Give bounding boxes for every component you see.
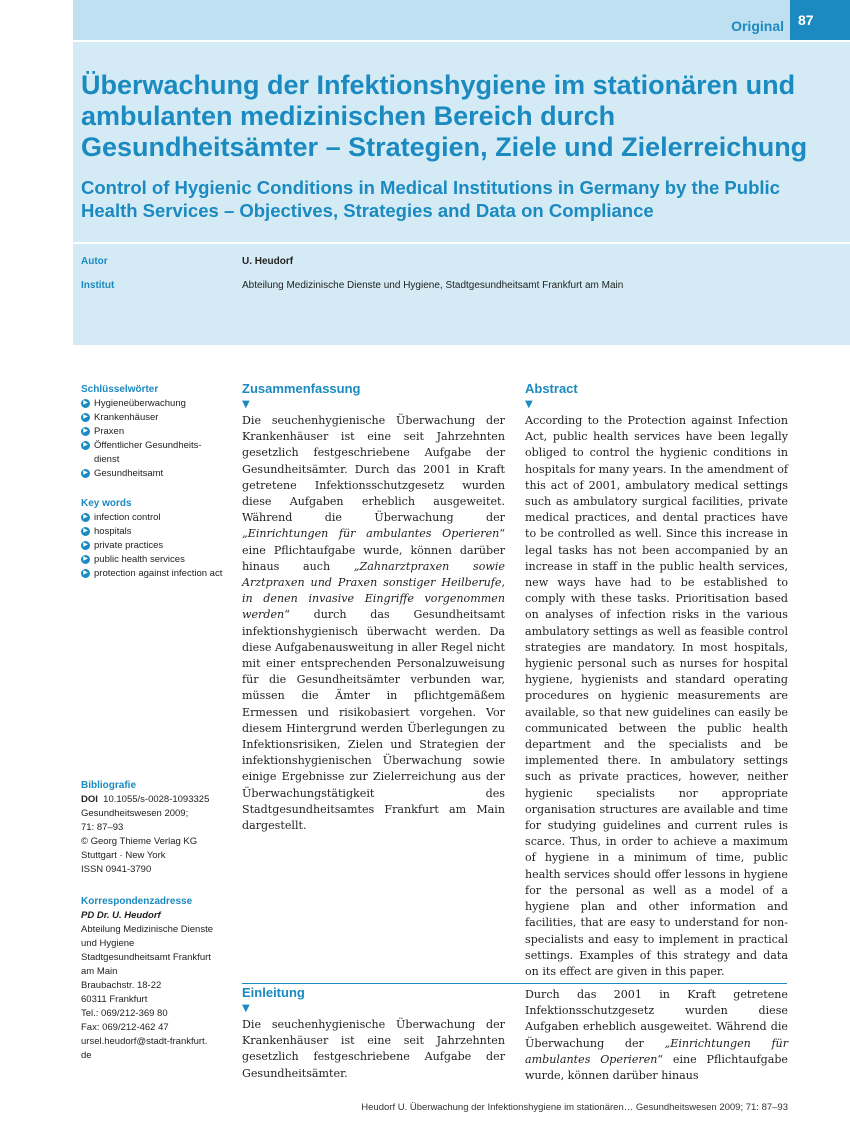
- contact-line: am Main: [81, 966, 118, 977]
- top-divider: [73, 40, 850, 42]
- bullet-arrow-icon: ▶: [81, 399, 90, 408]
- contact-line: Tel.: 069/212-369 80: [81, 1008, 168, 1019]
- doi-line: [81, 793, 226, 807]
- contact-line: Fax: 069/212-462 47: [81, 1022, 169, 1033]
- publisher-location: Stuttgart · New York: [81, 850, 166, 861]
- contact-line: Abteilung Medizinische Dienste: [81, 924, 214, 935]
- section-label: Original: [731, 18, 784, 34]
- einleitung-heading: Einleitung: [242, 985, 305, 1000]
- keyword-item: ▶ private practices: [81, 539, 226, 553]
- zusammenfassung-text: Die seuchenhygienische Überwachung der Krankenhäuser ist eine seit Jahrzehnten gesetzlich festgeschriebene Aufgabe der Gesundheitsämter. Durch das 2001 in Kraft getretene Infektionsschutzgesetz wurden diese Aufgaben erheblich ausgeweitet. Während die Überwachung der „Einrichtungen für ambulantes Operieren“ eine Pflichtaufgabe wurde, können darüber hinaus auch „Zahnarztpraxen sowie Arztpraxen und Praxen sonstiger Heilberufe, in denen invasive Eingriffe vorgenommen werden“ durch das Gesundheitsamt infektionshygienisch überwacht werden. Da diese Aufgabenausweitung in aller Regel nicht mit einer entsprechenden Personalzuweisung für die Gesundheitsämter verbunden war, müssen die Ämter in pflichtgemäßem Ermessen und risikobasiert vorgehen. Vor diesem Hintergrund werden Überlegungen zu Infektionsrisiken, Zielen und Strategien der infektionshygienischen Überwachung sowie einige Ergebnisse zur Zielerreichung aus der Überwachungstätigkeit des Stadtgesundheitsamtes Frankfurt am Main dargestellt.: [242, 414, 505, 833]
- institute-name: Abteilung Medizinische Dienste und Hygiene, Stadtgesundheitsamt Frankfurt am Main: [242, 280, 624, 291]
- contact-line: Braubachstr. 18-22: [81, 980, 162, 991]
- author-label: Autor: [81, 256, 108, 267]
- bullet-arrow-icon: ▶: [81, 541, 90, 550]
- page-footer: Heudorf U. Überwachung der Infektionshygiene im stationären… Gesundheitswesen 2009; 71: 87–93: [361, 1102, 788, 1113]
- contact-name: PD Dr. U. Heudorf: [81, 910, 161, 921]
- journal: Gesundheitswesen 2009;: [81, 808, 189, 819]
- keyword-item: ▶ infection control: [81, 511, 226, 525]
- keyword-item: ▶ Öffentlicher Gesundheits-dienst: [81, 439, 226, 467]
- einleitung-column-left: [242, 985, 505, 1082]
- volume: 71: 87–93: [81, 822, 124, 833]
- bullet-arrow-icon: ▶: [81, 555, 90, 564]
- einleitung-column-right: [525, 987, 788, 1084]
- keyword-item: ▶ hospitals: [81, 525, 226, 539]
- keyword-item: ▶ Krankenhäuser: [81, 411, 226, 425]
- bibliography-heading: Bibliografie: [81, 780, 137, 791]
- keyword-item: ▶ public health services: [81, 553, 226, 567]
- header-band: [73, 0, 850, 345]
- triangle-down-icon: ▼: [525, 399, 533, 410]
- bullet-arrow-icon: ▶: [81, 441, 90, 450]
- contact-email[interactable]: ursel.heudorf@stadt-frankfurt.: [81, 1036, 208, 1047]
- keywords-block: [81, 383, 226, 581]
- triangle-down-icon: ▼: [242, 399, 250, 410]
- title-english: Control of Hygienic Conditions in Medical Institutions in Germany by the Public Health Services – Objectives, Strategies and Data on Compliance: [81, 177, 780, 221]
- header-divider: [73, 242, 850, 244]
- keyword-item: ▶ protection against infection act: [81, 567, 226, 581]
- page-number: 87: [790, 0, 850, 40]
- bibliography-block: [81, 779, 226, 877]
- abstract-heading: Abstract: [525, 381, 578, 396]
- abstract-column: [525, 381, 788, 980]
- zusammenfassung-column: [242, 381, 505, 834]
- keyword-item: ▶ Gesundheitsamt: [81, 467, 226, 481]
- einleitung-text-right: Durch das 2001 in Kraft getretene Infektionsschutzgesetz wurden diese Aufgaben erheblich ausgeweitet. Während die Überwachung der „Einrichtungen für ambulantes Operieren“ eine Pflichtaufgabe wurde, können darüber hinaus: [525, 988, 789, 1083]
- triangle-down-icon: ▼: [242, 1003, 250, 1014]
- contact-email-cont[interactable]: de: [81, 1050, 92, 1061]
- keywords-de-list: [81, 397, 226, 481]
- institute-label: Institut: [81, 280, 115, 291]
- keywords-en-heading: Key words: [81, 498, 132, 509]
- bullet-arrow-icon: ▶: [81, 527, 90, 536]
- contact-line: und Hygiene: [81, 938, 135, 949]
- einleitung-text-left: Die seuchenhygienische Überwachung der Krankenhäuser ist eine seit Jahrzehnten gesetzlich festgeschriebene Aufgabe der Gesundheitsämter.: [242, 1018, 505, 1080]
- title-german: Überwachung der Infektionshygiene im stationären und ambulanten medizinischen Bereich durch Gesundheitsämter – Strategien, Ziele und Zielerreichung: [81, 70, 808, 162]
- correspondence-heading: Korrespondenzadresse: [81, 896, 193, 907]
- keywords-en-list: [81, 511, 226, 581]
- keywords-de-heading: Schlüsselwörter: [81, 384, 159, 395]
- keyword-item: ▶ Hygieneüberwachung: [81, 397, 226, 411]
- contact-line: 60311 Frankfurt: [81, 994, 148, 1005]
- contact-line: Stadtgesundheitsamt Frankfurt: [81, 952, 211, 963]
- bullet-arrow-icon: ▶: [81, 427, 90, 436]
- bullet-arrow-icon: ▶: [81, 413, 90, 422]
- abstract-text: According to the Protection against Infection Act, public health services have been legally obliged to control the hygienic conditions in hospitals for many years. In the amendment of this act of 2001, ambulatory medical settings such as ambulatory surgical facilities, private medical practices, and dental practices have to be controlled as well. Since this increase in legal tasks has not been accompanied by an increase in staff in the public health services, new ways have had to be established to comply with these tasks. Prioritisation based on analyses of infection risks in the various ambulatory settings as well as feasible control strategies are mandatory. In most hospitals, hygienic personal such as nurses for hospital hygiene, hygienists and standard operating procedures on hygienic measurements are available, so that new guidelines can easily be communicated between the public health department and the specialists and be implemented there. In ambulatory settings such as private practices, however, neither hygienic specialists nor appropriate organisation structures are available and time for studying guidelines and current rules is scarce. Thus, in order to achieve a maximum of hygiene in a minimum of time, public health services should offer lessons in hygiene for the personal as well as a model of a hygiene plan and other information and facilities, that are easy to understand for non-specialists and easy to implement in practical settings. Examples of this strategy and data on its effect are given in this paper.: [525, 414, 788, 978]
- doi-value[interactable]: 10.1055/s-0028-1093325: [103, 794, 210, 805]
- author-name: U. Heudorf: [242, 256, 294, 267]
- bullet-arrow-icon: ▶: [81, 513, 90, 522]
- doi-label: DOI: [81, 794, 98, 805]
- section-rule: [242, 983, 787, 984]
- bullet-arrow-icon: ▶: [81, 569, 90, 578]
- issn: ISSN 0941-3790: [81, 864, 152, 875]
- correspondence-block: [81, 895, 226, 1063]
- zusammenfassung-heading: Zusammenfassung: [242, 381, 361, 396]
- keyword-item: ▶ Praxen: [81, 425, 226, 439]
- copyright: © Georg Thieme Verlag KG: [81, 836, 198, 847]
- bullet-arrow-icon: ▶: [81, 469, 90, 478]
